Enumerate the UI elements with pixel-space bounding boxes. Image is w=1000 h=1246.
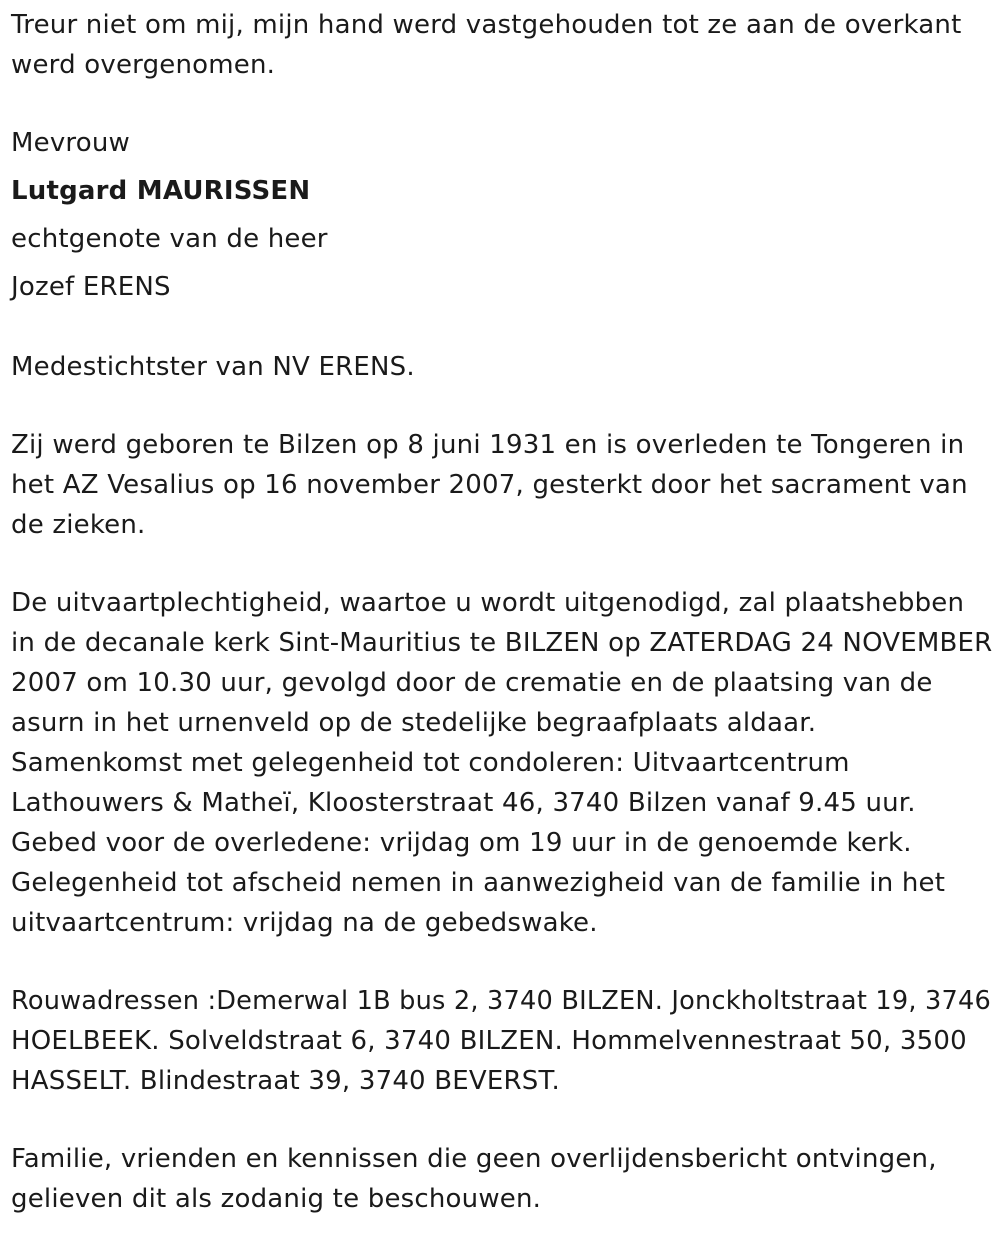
ceremony-line-6: Lathouwers & Matheï, Kloosterstraat 46, 3740 Bilzen vanaf 9.45 uur. [11,788,916,818]
cofounder-text: Medestichtster van NV ERENS. [11,352,415,382]
closing-paragraph [11,1139,996,1219]
addresses-paragraph [11,981,996,1101]
spacer [11,85,996,123]
spacer [11,387,996,425]
spacer [11,545,996,583]
person-relation: echtgenote van de heer [11,224,328,254]
closing-line-2: gelieven dit als zodanig te beschouwen. [11,1184,542,1214]
birth-death-paragraph [11,425,996,545]
birth-death-line-3: de zieken. [11,510,146,540]
ceremony-paragraph [11,583,996,943]
obituary-document [11,5,996,1219]
ceremony-line-3: 2007 om 10.30 uur, gevolgd door de crematie en de plaatsing van de [11,668,933,698]
ceremony-line-9: uitvaartcentrum: vrijdag na de gebedswake. [11,908,598,938]
intro-quote [11,5,996,85]
ceremony-line-2: in de decanale kerk Sint-Mauritius te BILZEN op ZATERDAG 24 NOVEMBER [11,628,993,658]
spacer [11,1101,996,1139]
ceremony-line-5: Samenkomst met gelegenheid tot condoleren: Uitvaartcentrum [11,748,850,778]
person-name: Lutgard MAURISSEN [11,176,311,206]
addresses-line-1: Rouwadressen :Demerwal 1B bus 2, 3740 BILZEN. Jonckholtstraat 19, 3746 [11,986,991,1016]
birth-death-line-2: het AZ Vesalius op 16 november 2007, gesterkt door het sacrament van [11,470,968,500]
intro-line-2: werd overgenomen. [11,50,276,80]
ceremony-line-1: De uitvaartplechtigheid, waartoe u wordt uitgenodigd, zal plaatshebben [11,588,965,618]
ceremony-line-7: Gebed voor de overledene: vrijdag om 19 uur in de genoemde kerk. [11,828,912,858]
birth-death-line-1: Zij werd geboren te Bilzen op 8 juni 1931 en is overleden te Tongeren in [11,430,965,460]
addresses-line-2: HOELBEEK. Solveldstraat 6, 3740 BILZEN. Hommelvennestraat 50, 3500 [11,1026,967,1056]
spacer [11,943,996,981]
person-title: Mevrouw [11,128,130,158]
ceremony-line-8: Gelegenheid tot afscheid nemen in aanwezigheid van de familie in het [11,868,946,898]
person-block [11,119,996,311]
ceremony-line-4: asurn in het urnenveld op de stedelijke begraafplaats aldaar. [11,708,817,738]
intro-line-1: Treur niet om mij, mijn hand werd vastgehouden tot ze aan de overkant [11,10,962,40]
addresses-line-3: HASSELT. Blindestraat 39, 3740 BEVERST. [11,1066,560,1096]
spacer [11,311,996,347]
closing-line-1: Familie, vrienden en kennissen die geen overlijdensbericht ontvingen, [11,1144,937,1174]
person-spouse: Jozef ERENS [11,272,171,302]
